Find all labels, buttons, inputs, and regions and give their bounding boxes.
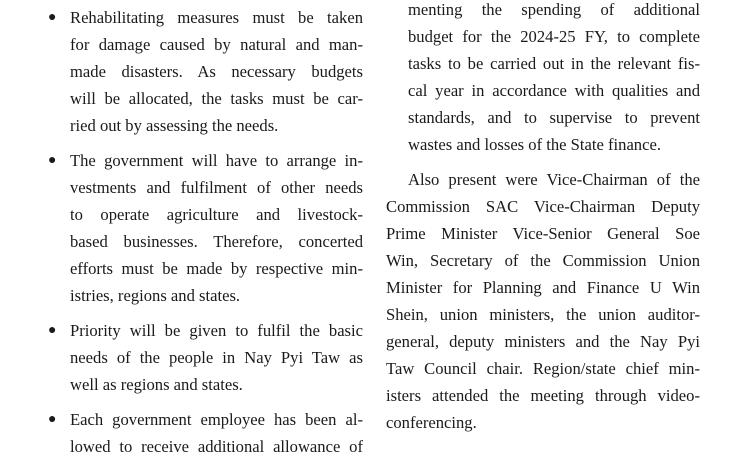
bullet-dot-icon: ● xyxy=(48,412,57,427)
text-line: cal year in accordance with qualities and xyxy=(408,81,700,100)
text-line: for damage caused by natural and man- xyxy=(70,35,363,54)
text-line: budget for the 2024-25 FY, to complete xyxy=(408,27,700,46)
text-line: menting the spending of additional xyxy=(408,0,700,19)
text-line: isters attended the meeting through video- xyxy=(386,386,700,405)
text-line: to operate agriculture and livestock- xyxy=(70,205,363,224)
bullet-item-rehabilitation xyxy=(48,4,363,139)
bullet-dot-icon: ● xyxy=(48,153,57,168)
text-line: needs of the people in Nay Pyi Taw as xyxy=(70,348,363,367)
text-line: made disasters. As necessary budgets xyxy=(70,62,363,81)
text-line: vestments and fulfilment of other needs xyxy=(70,178,363,197)
bullet-dot-icon: ● xyxy=(48,10,57,25)
text-line: Rehabilitating measures must be taken xyxy=(70,8,363,27)
text-line: will be allocated, the tasks must be car- xyxy=(70,89,363,108)
attendees-paragraph xyxy=(386,166,700,436)
left-column xyxy=(48,4,363,460)
continued-paragraph xyxy=(408,0,700,158)
text-line: Priority will be given to fulfil the basic xyxy=(70,321,363,340)
text-line: Taw Council chair. Region/state chief min- xyxy=(386,359,700,378)
text-line: wastes and losses of the State finance. xyxy=(408,135,661,154)
text-line: ried out by assessing the needs. xyxy=(70,116,279,135)
text-line: conferencing. xyxy=(386,413,477,432)
text-line: Prime Minister Vice-Senior General Soe xyxy=(386,224,700,243)
text-line: The government will have to arrange in- xyxy=(70,151,363,170)
text-line: efforts must be made by respective min- xyxy=(70,259,363,278)
bullet-item-allowance xyxy=(48,406,363,460)
text-line: standards, and to supervise to prevent xyxy=(408,108,700,127)
bullet-item-investments xyxy=(48,147,363,309)
bullet-list xyxy=(48,4,363,460)
text-line: Shein, union ministers, the union auditor- xyxy=(386,305,700,324)
text-line: Each government employee has been al- xyxy=(70,410,363,429)
text-line: Win, Secretary of the Commission Union xyxy=(386,251,700,270)
text-line: well as regions and states. xyxy=(70,375,243,394)
text-line: lowed to receive additional allowance of xyxy=(70,437,363,456)
text-line: Minister for Planning and Finance U Win xyxy=(386,278,700,297)
text-line: Also present were Vice-Chairman of the xyxy=(408,170,700,189)
bullet-item-priority xyxy=(48,317,363,398)
bullet-dot-icon: ● xyxy=(48,323,57,338)
text-line: Commission SAC Vice-Chairman Deputy xyxy=(386,197,700,216)
right-column xyxy=(386,0,700,436)
text-line: istries, regions and states. xyxy=(70,286,241,305)
text-line: based businesses. Therefore, concerted xyxy=(70,232,363,251)
text-line: general, deputy ministers and the Nay Pyi xyxy=(386,332,700,351)
text-line: tasks to be carried out in the relevant fis- xyxy=(408,54,700,73)
